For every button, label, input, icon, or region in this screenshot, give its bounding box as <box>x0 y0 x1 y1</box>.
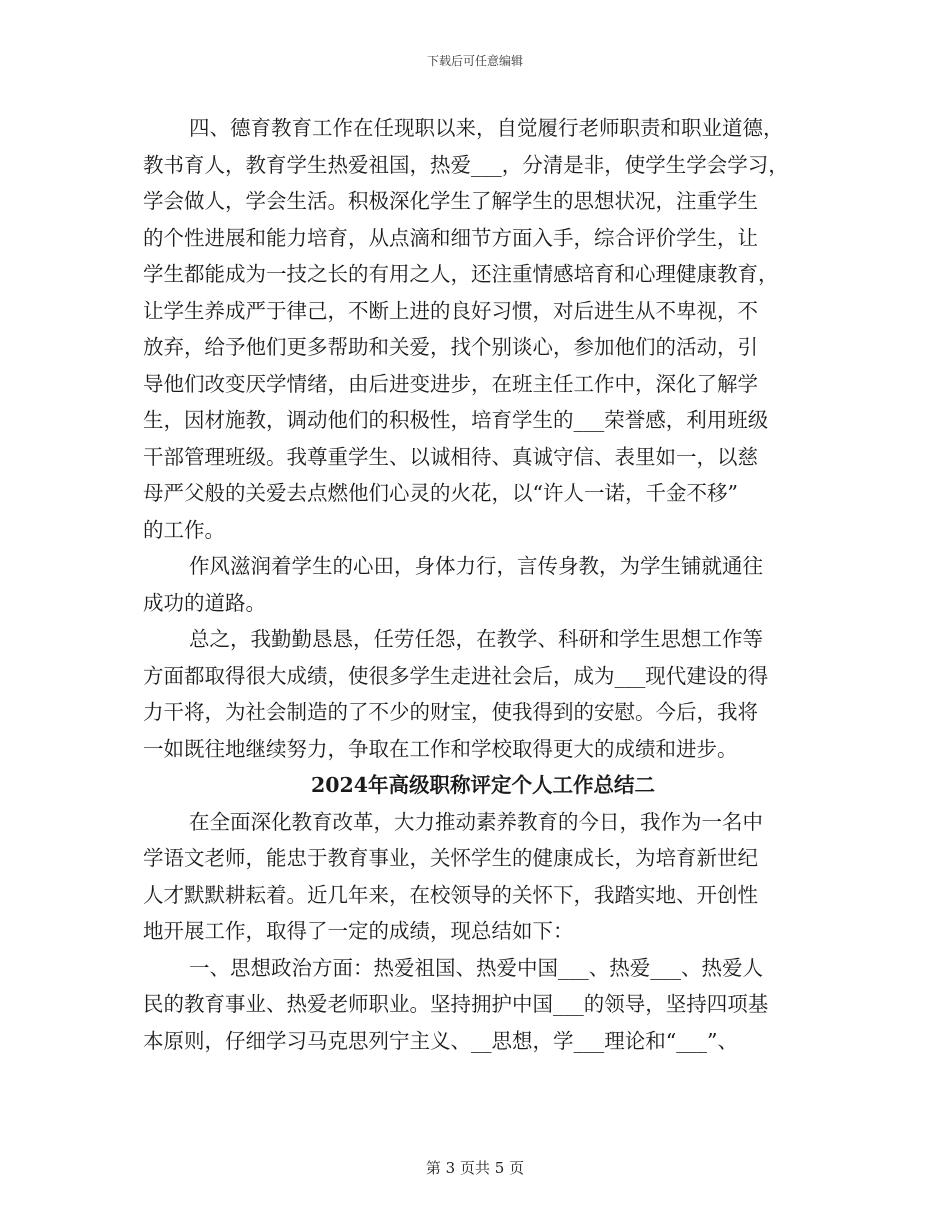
paragraph-line: 学生都能成为一技之长的有用之人，还注重情感培育和心理健康教育， <box>143 262 779 286</box>
paragraph-line: 人才默默耕耘着。近几年来，在校领导的关怀下，我踏实地、开创性 <box>143 882 758 907</box>
page-header: 下载后可任意编辑 <box>426 54 523 68</box>
paragraph-line: 一如既往地继续努力，争取在工作和学校取得更大的成绩和进步。 <box>143 736 738 761</box>
document-body <box>143 110 823 1059</box>
paragraph-line: 学会做人，学会生活。积极深化学生了解学生的思想状况，注重学生 <box>143 189 758 213</box>
paragraph-line: 力干将，为社会制造的了不少的财宝，使我得到的安慰。今后，我将 <box>143 700 758 724</box>
paragraph-line: 教书育人，教育学生热爱祖国，热爱___，分清是非，使学生学会学习， <box>143 152 789 177</box>
paragraph-line: 本原则，仔细学习马克思列宁主义、__思想，学___理论和“___”、 <box>143 1028 738 1053</box>
paragraph-line: 导他们改变厌学情绪，由后进变进步，在班主任工作中，深化了解学 <box>143 371 758 396</box>
paragraph-line: 在全面深化教育改革，大力推动素养教育的今日，我作为一名中 <box>189 809 763 834</box>
paragraph-line: 民的教育事业、热爱老师职业。坚持拥护中国___的领导，坚持四项基 <box>143 992 769 1016</box>
paragraph-line: 学语文老师，能忠于教育事业，关怀学生的健康成长，为培育新世纪 <box>143 846 758 870</box>
paragraph-line: 放弃，给予他们更多帮助和关爱，找个别谈心，参加他们的活动，引 <box>143 335 758 359</box>
paragraph-line: 母严父般的关爱去点燃他们心灵的火花，以“许人一诺，千金不移” <box>143 481 738 505</box>
paragraph-line: 方面都取得很大成绩，使很多学生走进社会后，成为___现代建设的得 <box>143 663 769 688</box>
paragraph-line: 的工作。 <box>143 517 225 542</box>
paragraph-line: 地开展工作，取得了一定的成绩，现总结如下： <box>143 919 574 943</box>
paragraph-line: 一、思想政治方面：热爱祖国、热爱中国___、热爱___、热爱人 <box>189 955 763 980</box>
page-footer: 第 3 页共 5 页 <box>425 1159 525 1177</box>
paragraph-line: 的个性进展和能力培育，从点滴和细节方面入手，综合评价学生，让 <box>143 225 758 250</box>
paragraph-line: 作风滋润着学生的心田，身体力行，言传身教，为学生铺就通往 <box>189 554 763 578</box>
paragraph-line: 生，因材施教，调动他们的积极性，培育学生的___荣誉感，利用班级 <box>143 408 769 432</box>
paragraph-line: 干部管理班级。我尊重学生、以诚相待、真诚守信、表里如一，以慈 <box>143 444 758 469</box>
paragraph-line: 四、德育教育工作在任现职以来，自觉履行老师职责和职业道德， <box>189 116 784 140</box>
paragraph-line: 让学生养成严于律己，不断上进的良好习惯，对后进生从不卑视，不 <box>143 298 758 323</box>
paragraph-line: 成功的道路。 <box>143 590 266 615</box>
paragraph-line: 总之，我勤勤恳恳，任劳任怨，在教学、科研和学生思想工作等 <box>189 627 763 651</box>
section-heading: 2024年高级职称评定个人工作总结二 <box>310 773 656 797</box>
